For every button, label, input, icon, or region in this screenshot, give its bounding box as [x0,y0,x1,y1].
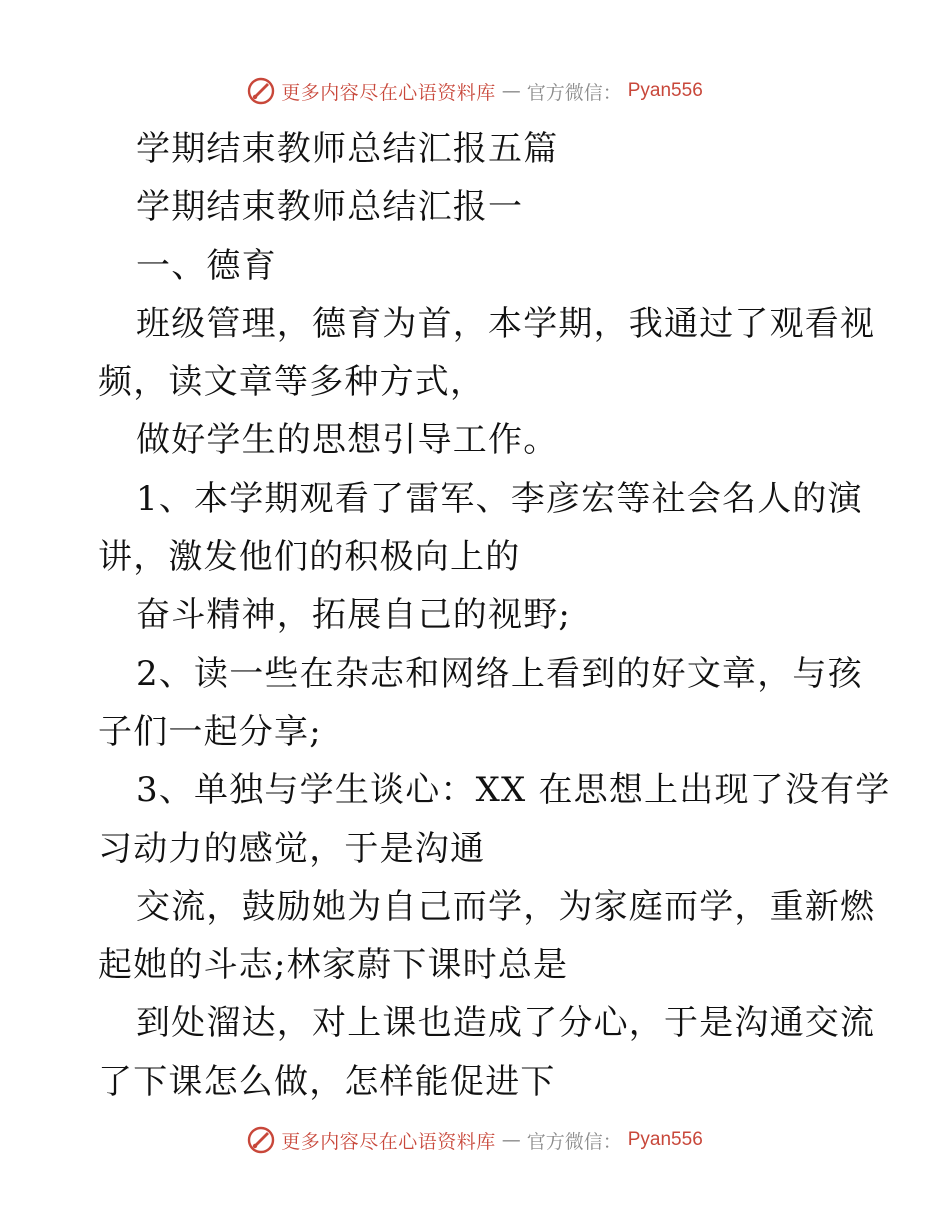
banner-wechat-id: Pyan556 [627,1129,703,1150]
paragraph-line: 学期结束教师总结汇报五篇 [136,129,559,169]
paragraph-line: 交流，鼓励她为自己而学，为家庭而学，重新燃 [136,886,876,927]
banner-main-text: 更多内容尽在心语资料库 [281,81,496,104]
paragraph-line: 起她的斗志;林家蔚下课时总是 [98,945,569,986]
paragraph-line: 了下课怎么做，怎样能促进下 [98,1061,556,1102]
paragraph-line: 2、读一些在杂志和网络上看到的好文章，与孩 [136,653,863,694]
quill-logo-icon [247,77,275,105]
paragraph-line: 学期结束教师总结汇报一 [136,187,524,228]
banner-wechat-label: 官方微信： [526,81,622,104]
paragraph-line: 子们一起分享; [98,711,322,752]
banner-main-text: 更多内容尽在心语资料库 [281,1130,496,1153]
banner-wechat-id: Pyan556 [627,80,703,101]
banner-dash: — [501,1129,521,1151]
quill-logo-icon [247,1126,275,1154]
paragraph-line: 到处溜达，对上课也造成了分心，于是沟通交流 [136,1003,876,1044]
footer-banner [0,1120,950,1160]
paragraph-line: 班级管理，德育为首，本学期，我通过了观看视 [136,303,876,344]
banner-wechat-label: 官方微信： [526,1130,622,1153]
header-banner [0,71,950,111]
paragraph-line: 习动力的感觉，于是沟通 [98,828,486,869]
paragraph-line: 3、单独与学生谈心：XX 在思想上出现了没有学 [136,770,891,811]
paragraph-line: 频，读文章等多种方式， [98,362,486,403]
paragraph-line: 做好学生的思想引导工作。 [136,420,559,461]
paragraph-line: 一、德育 [136,245,277,286]
paragraph-line: 讲，激发他们的积极向上的 [98,537,521,578]
document-body [98,120,891,1111]
banner-dash: — [501,80,521,102]
paragraph-line: 1、本学期观看了雷军、李彦宏等社会名人的演 [136,478,863,519]
paragraph-line: 奋斗精神，拓展自己的视野; [136,595,572,636]
